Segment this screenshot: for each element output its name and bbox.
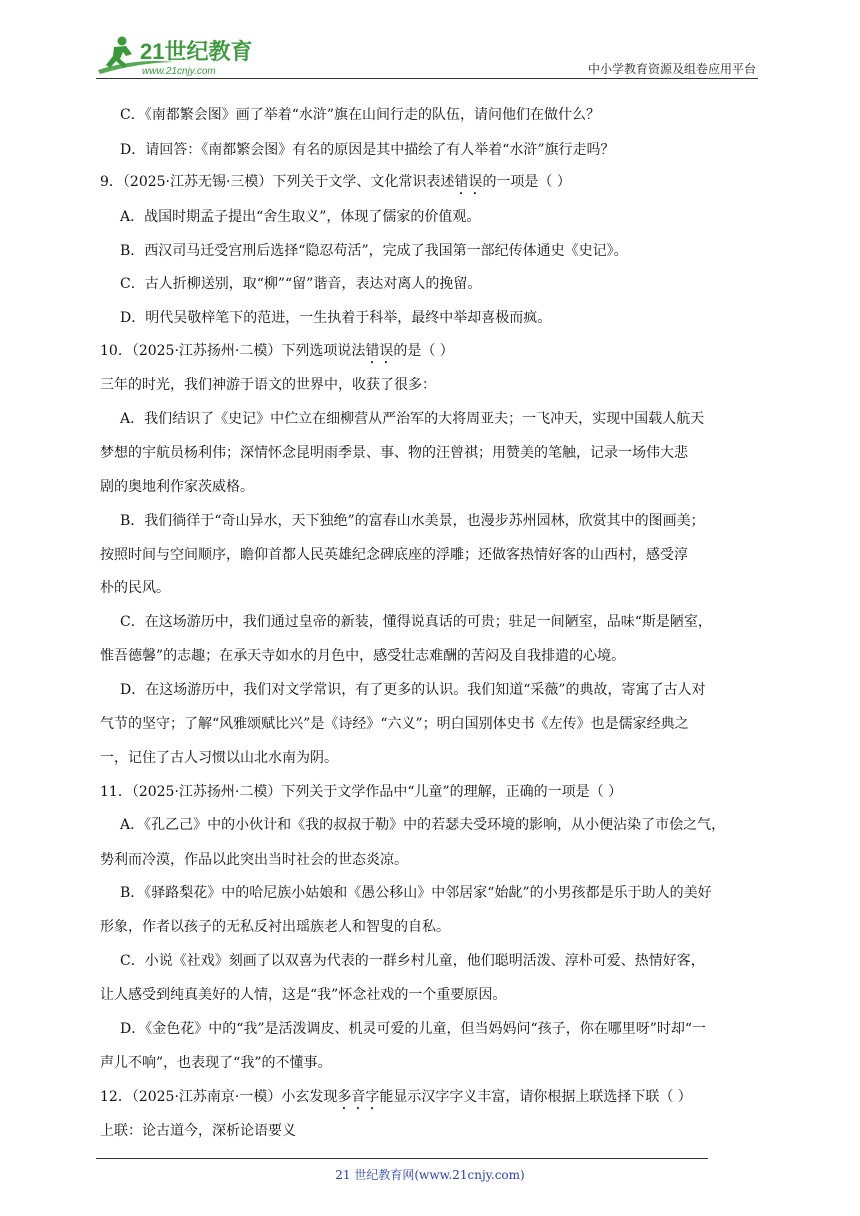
q10-option-c-line2: 惟吾德馨”的志趣；在承天寺如水的月色中，感受壮志难酬的苦闷及自我排遣的心境。 xyxy=(100,648,626,664)
q11-option-a-line1: A．《孔乙己》中的小伙计和《我的叔叔于勒》中的若瑟夫受环境的影响，从小便沾染了市侩之气， xyxy=(120,817,726,833)
q10-option-b-line1: B．我们徜徉于“奇山异水，天下独绝”的富春山水美景，也漫步苏州园林，欣赏其中的图画美； xyxy=(120,513,705,529)
q11-option-a-line2: 势利而冷漠，作品以此突出当时社会的世态炎凉。 xyxy=(100,852,408,868)
q12-upper-couplet: 上联：论古道今，深析论语要义 xyxy=(100,1123,296,1139)
q9-option-b: B．西汉司马迁受宫刑后选择“隐忍苟活”，完成了我国第一部纪传体通史《史记》。 xyxy=(120,243,628,259)
q10-option-b-line3: 朴的民风。 xyxy=(100,580,170,596)
page-footer: 21 世纪教育网(www.21cnjy.com) xyxy=(335,1168,525,1182)
svg-text:www.21cnjy.com: www.21cnjy.com xyxy=(142,66,216,77)
q10-option-d-line1: D．在这场游历中，我们对文学常识，有了更多的认识。我们知道“采薇”的典故，寄寓了古人对 xyxy=(120,682,706,698)
q10-option-c-line1: C．在这场游历中，我们通过皇帝的新装，懂得说真话的可贵；驻足一间陋室，品味“斯是陋室， xyxy=(120,614,712,630)
header-divider xyxy=(96,78,758,79)
svg-text:21世纪教育: 21世纪教育 xyxy=(140,39,253,64)
page-header xyxy=(96,32,758,80)
q10-option-d-line2: 气节的坚守；了解“风雅颂赋比兴”是《诗经》“六义”；明白国别体史书《左传》也是儒家经典之 xyxy=(100,716,689,732)
platform-name: 中小学教育资源及组卷应用平台 xyxy=(587,62,756,76)
q10-option-a-line2: 梦想的宇航员杨利伟；深情怀念昆明雨季景、事、物的汪曾祺；用赞美的笔触，记录一场伟大悲 xyxy=(100,445,688,461)
q9-emphasis: 错误 xyxy=(454,174,483,190)
q10-intro: 三年的时光，我们神游于语文的世界中，收获了很多： xyxy=(100,377,436,393)
q11-option-d-line2: 声儿不响”，也表现了“我”的不懂事。 xyxy=(100,1055,332,1071)
q10-option-a-line3: 剧的奥地利作家茨威格。 xyxy=(100,479,254,495)
footer-divider xyxy=(96,1158,708,1159)
q8-option-c: C．《南都繁会图》画了举着“水浒”旗在山间行走的队伍，请问他们在做什么？ xyxy=(120,107,601,123)
q10-emphasis: 错误 xyxy=(365,343,394,359)
q11-stem: 11．（2025·江苏扬州·二模）下列关于文学作品中“儿童”的理解，正确的一项是（ ） xyxy=(100,784,623,800)
q9-option-a: A．战国时期孟子提出“舍生取义”，体现了儒家的价值观。 xyxy=(120,209,481,225)
q10-option-d-line3: 一，记住了古人习惯以山北水南为阴。 xyxy=(100,750,338,766)
q11-option-b-line1: B．《驿路梨花》中的哈尼族小姑娘和《愚公移山》中邻居家“始龀”的小男孩都是乐于助人的美好 xyxy=(120,885,712,901)
q12-emphasis: 多音字 xyxy=(337,1089,380,1105)
q11-option-d-line1: D．《金色花》中的“我”是活泼调皮、机灵可爱的儿童，但当妈妈问“孩子，你在哪里呀”时却“一 xyxy=(120,1021,707,1037)
q9-option-d: D．明代吴敬梓笔下的范进，一生执着于科举，最终中举却喜极而疯。 xyxy=(120,310,552,326)
site-logo xyxy=(96,32,266,78)
q12-stem: 12．（2025·江苏南京·一模）小玄发现多音字能显示汉字字义丰富，请你根据上联选择下联（ ） xyxy=(100,1089,692,1105)
q9-stem: 9．（2025·江苏无锡·三模）下列关于文学、文化常识表述错误的一项是（ ） xyxy=(100,174,571,190)
q8-option-d: D．请回答：《南都繁会图》有名的原因是其中描绘了有人举着“水浒”旗行走吗？ xyxy=(120,142,615,158)
q11-option-b-line2: 形象，作者以孩子的无私反衬出瑶族老人和智叟的自私。 xyxy=(100,919,450,935)
q10-option-b-line2: 按照时间与空间顺序，瞻仰首都人民英雄纪念碑底座的浮雕；还做客热情好客的山西村，感受淳 xyxy=(100,547,688,563)
q9-option-c: C．古人折柳送别，取“柳”“留”谐音，表达对离人的挽留。 xyxy=(120,276,482,292)
q10-option-a-line1: A．我们结识了《史记》中伫立在细柳营从严治军的大将周亚夫；一飞冲天，实现中国载人航天 xyxy=(120,411,705,427)
q10-stem: 10．（2025·江苏扬州·二模）下列选项说法错误的是（ ） xyxy=(100,343,454,359)
q11-option-c-line2: 让人感受到纯真美好的人情，这是“我”怀念社戏的一个重要原因。 xyxy=(100,987,507,1003)
q11-option-c-line1: C．小说《社戏》刻画了以双喜为代表的一群乡村儿童，他们聪明活泼、淳朴可爱、热情好客， xyxy=(120,953,705,969)
